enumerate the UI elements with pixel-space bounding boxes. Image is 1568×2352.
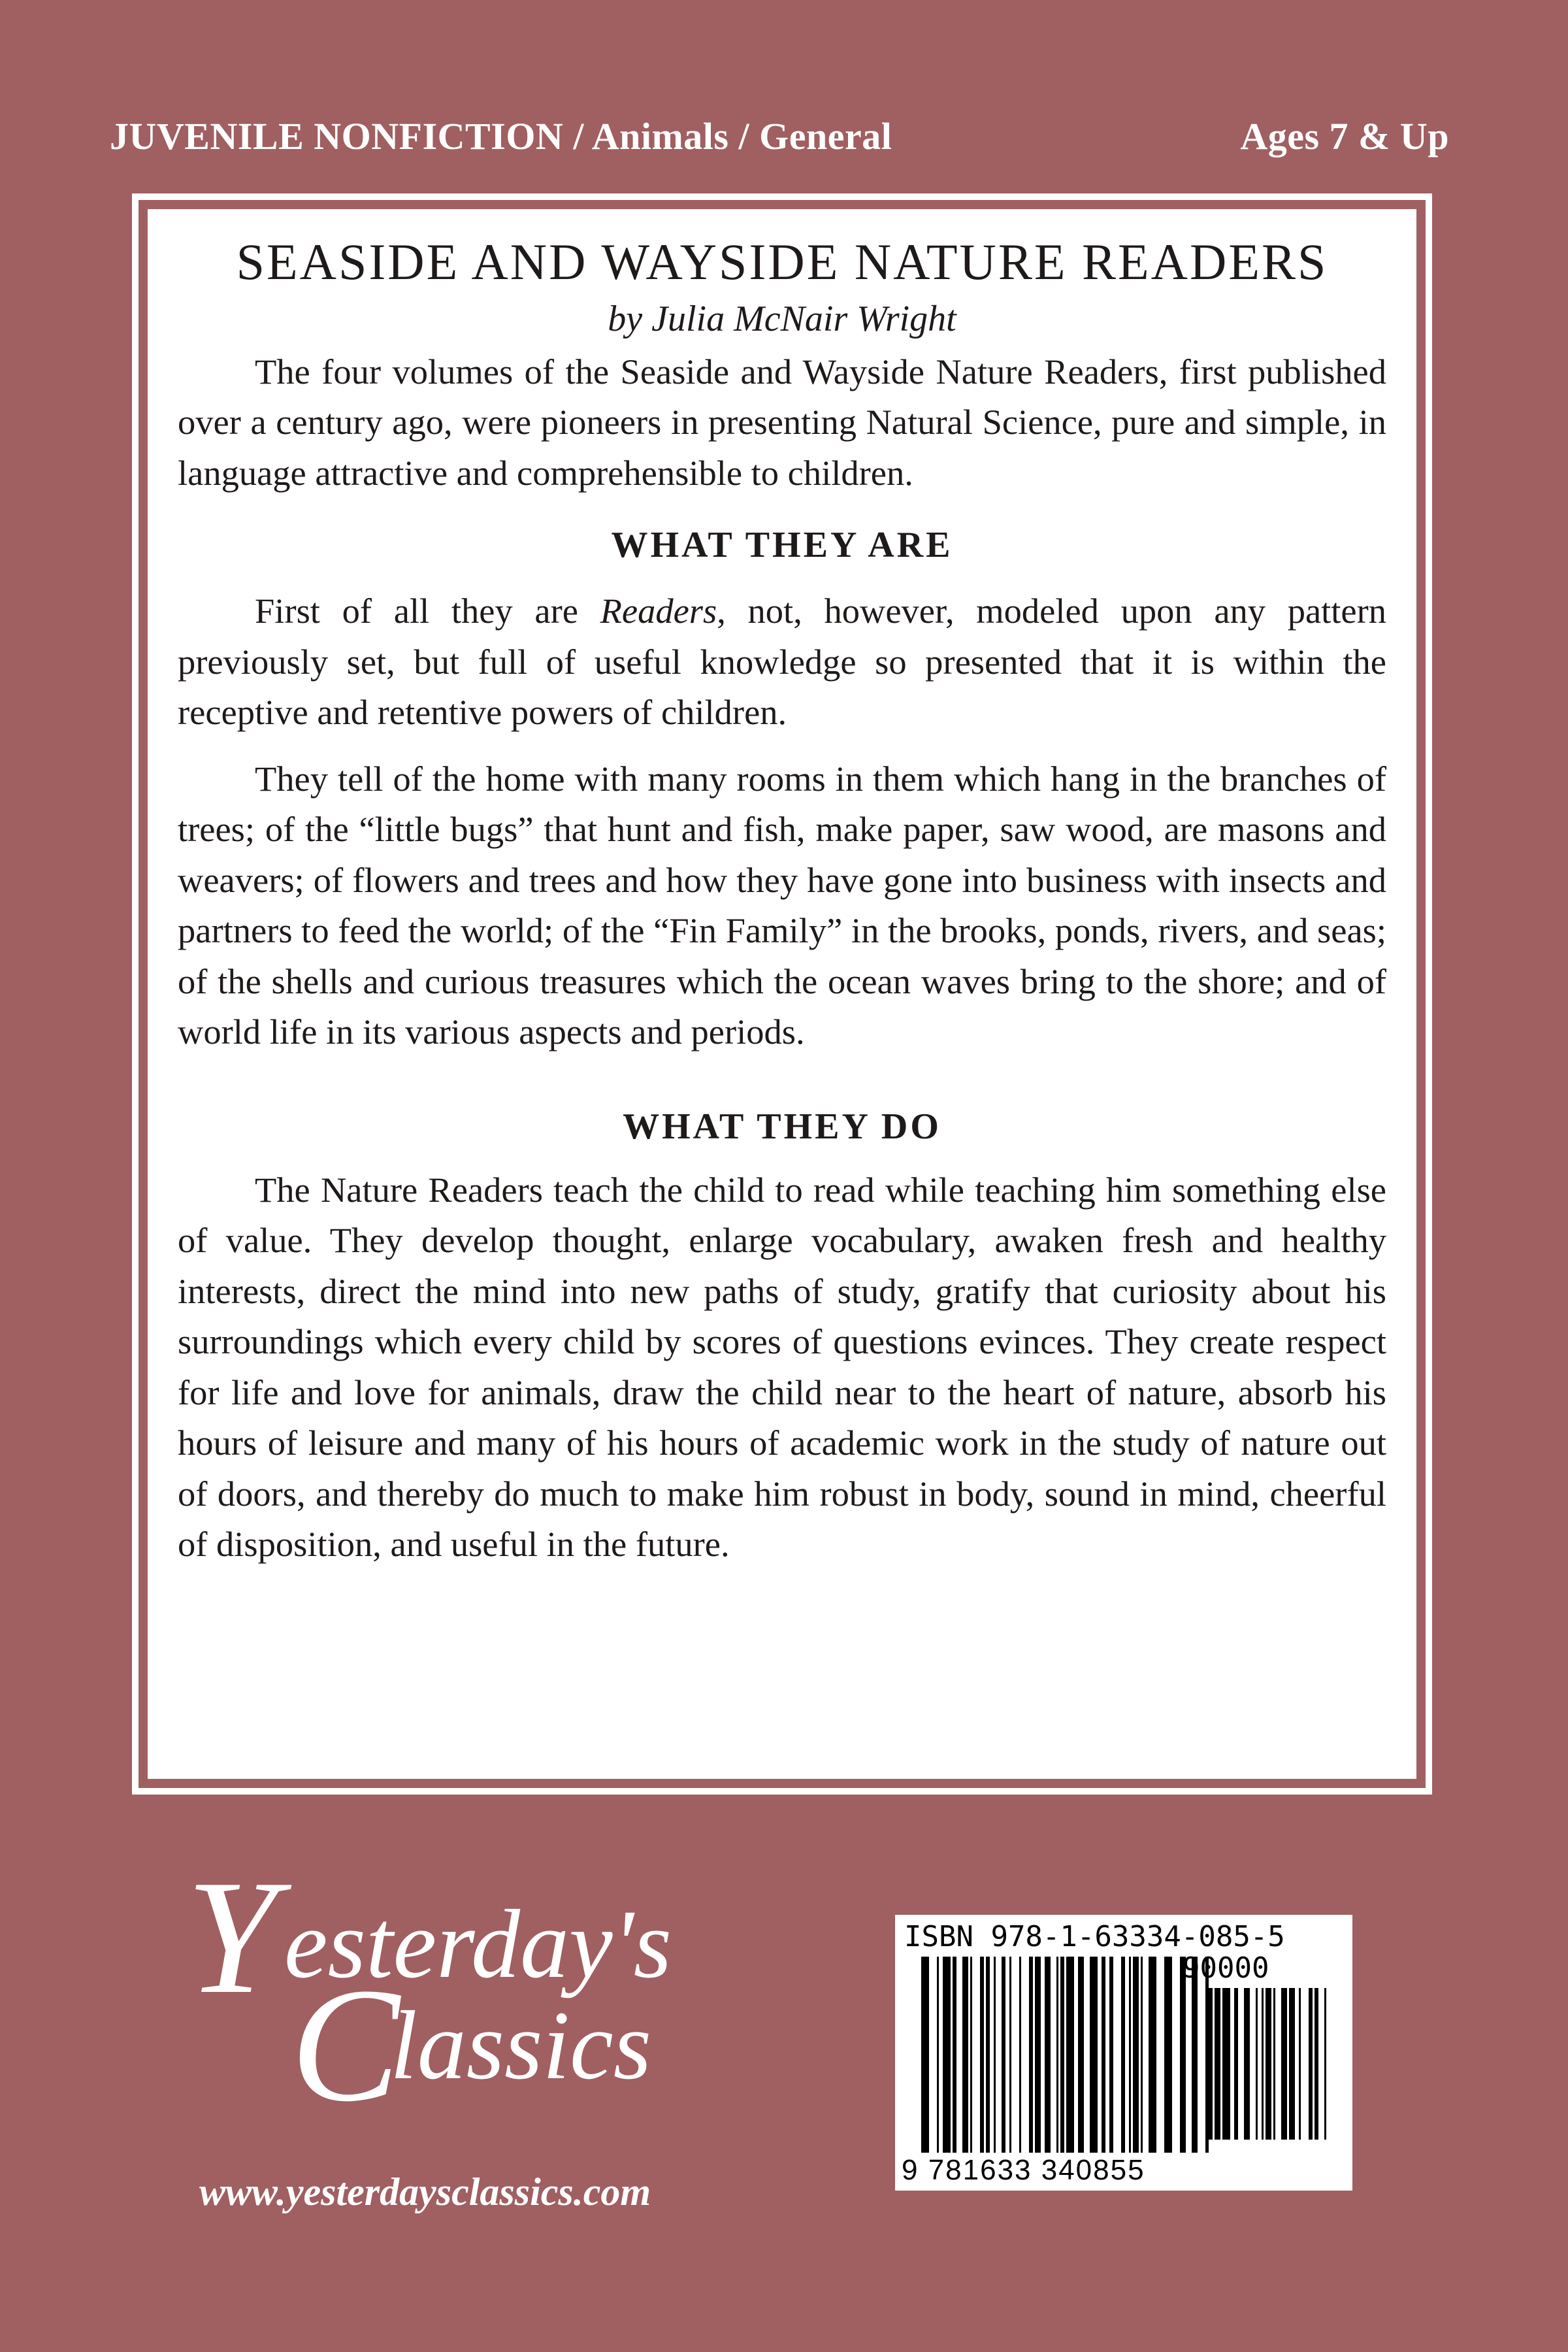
logo-word-classics: lassics [390, 1991, 652, 2100]
barcode-bar [1180, 1957, 1186, 2153]
readers-paragraph [178, 586, 1386, 738]
barcode-bar [1035, 1957, 1041, 2153]
section-heading-what-they-do: WHAT THEY DO [623, 1106, 941, 1147]
topics-paragraph: They tell of the home with many rooms in them which hang in the branches of trees; of the “little bugs” that hunt and fish, make paper, saw wood, are masons and weavers; of flowers and trees and how they have gone into business with insects and partners to feed the world; of the “Fin Family” in the brooks, ponds, rivers, and seas; of the shells and curious treasures which the ocean waves bring to the shore; and of world life in its various aspects and periods. [178, 758, 1386, 1052]
barcode-bar [1244, 1988, 1250, 2140]
barcode-digits: 9 781633 340855 [902, 2154, 1145, 2186]
barcode-bar [1045, 1957, 1051, 2153]
barcode-bar [953, 1957, 956, 2153]
readers-text-before: First of all they are [255, 591, 600, 631]
logo-letter-c: C [291, 1955, 400, 2136]
category-label: JUVENILE NONFICTION / Animals / General [110, 114, 892, 157]
barcode-bar [1121, 1957, 1125, 2153]
intro-paragraph: The four volumes of the Seaside and Wayside Nature Readers, first published over a century ago, were pioneers in presenting Natural Science, pure and simple, in language attractive and comprehensible to children. [178, 351, 1386, 493]
book-author: by Julia McNair Wright [608, 298, 956, 339]
barcode-bar [1129, 1957, 1131, 2153]
barcode-bar [1281, 1988, 1287, 2140]
logo-letter-y: Y [186, 1847, 278, 2028]
barcode-bar [1060, 1957, 1064, 2153]
barcode-bar [921, 1957, 929, 2153]
barcode-bar [1141, 1957, 1143, 2153]
barcode-bar [1209, 1988, 1213, 2140]
barcode-bar [937, 1957, 939, 2153]
logo-word-yesterdays: esterday's [284, 1890, 672, 1998]
price-code: 90000 [1183, 1951, 1269, 1985]
price-barcode-bars [1209, 1988, 1326, 2140]
barcode-bar [1109, 1957, 1113, 2153]
barcode-bar [943, 1957, 951, 2153]
section-heading-what-they-are: WHAT THEY ARE [611, 525, 953, 566]
barcode-bar [1324, 1988, 1326, 2140]
barcode-bar [1029, 1957, 1033, 2153]
barcode-bar [1066, 1957, 1074, 2153]
barcode-bar [1215, 1988, 1220, 2140]
barcode-bar [1133, 1957, 1139, 2153]
barcode-bar [1009, 1957, 1011, 2153]
readers-text-after: , not, however, modeled upon any pattern previously set, but full of useful knowledge so presented that it is within the receptive and retentive powers of children. [178, 591, 1387, 733]
barcode-bar [1266, 1988, 1271, 2140]
barcode-bars [921, 1957, 1209, 2153]
book-title: SEASIDE AND WAYSIDE NATURE READERS [236, 233, 1328, 290]
barcode-bar [1222, 1988, 1230, 2140]
barcode-bar [1192, 1957, 1198, 2153]
barcode-bar [1078, 1957, 1084, 2153]
barcode-bar [994, 1957, 996, 2153]
barcode-bar [962, 1957, 968, 2153]
barcode-bar [1149, 1957, 1156, 2153]
readers-emphasis: Readers [600, 591, 717, 631]
barcode-bar [1309, 1988, 1313, 2140]
isbn-label: ISBN 978-1-63334-085-5 [904, 1920, 1285, 1953]
barcode-bar [1056, 1957, 1058, 2153]
barcode-bar [1019, 1957, 1021, 2153]
benefits-paragraph: The Nature Readers teach the child to read while teaching him something else of value. They develop thought, enlarge vocabulary, awaken fresh and healthy interests, direct the mind into new paths of study, gratify that curiosity about his surroundings which every child by scores of questions evinces. They create respect for life and love for animals, draw the child near to the heart of nature, absorb his hours of leisure and many of his hours of academic work in the study of nature out of doors, and thereby do much to make him robust in body, sound in mind, cheerful of disposition, and useful in the future. [178, 1169, 1386, 1565]
barcode-bar [1315, 1988, 1318, 2140]
barcode-bar [1002, 1957, 1005, 2153]
description-panel [148, 209, 1416, 1779]
age-label: Ages 7 & Up [1240, 114, 1449, 157]
barcode-bar [1102, 1957, 1105, 2153]
publisher-logo [186, 1847, 774, 2163]
barcode-bar [1256, 1988, 1258, 2140]
barcode-bar [986, 1957, 990, 2153]
barcode-bar [1090, 1957, 1098, 2153]
barcode-bar [970, 1957, 972, 2153]
barcode-bar [1164, 1957, 1172, 2153]
barcode-bar [1273, 1988, 1275, 2140]
top-line [110, 110, 1449, 162]
barcode-bar [1299, 1988, 1301, 2140]
barcode-box [895, 1915, 1352, 2191]
barcode-bar [1289, 1988, 1295, 2140]
barcode-bar [980, 1957, 984, 2153]
barcode-bar [1234, 1988, 1238, 2140]
publisher-website: www.yesterdaysclassics.com [199, 2170, 651, 2213]
barcode-bar [1262, 1988, 1264, 2140]
